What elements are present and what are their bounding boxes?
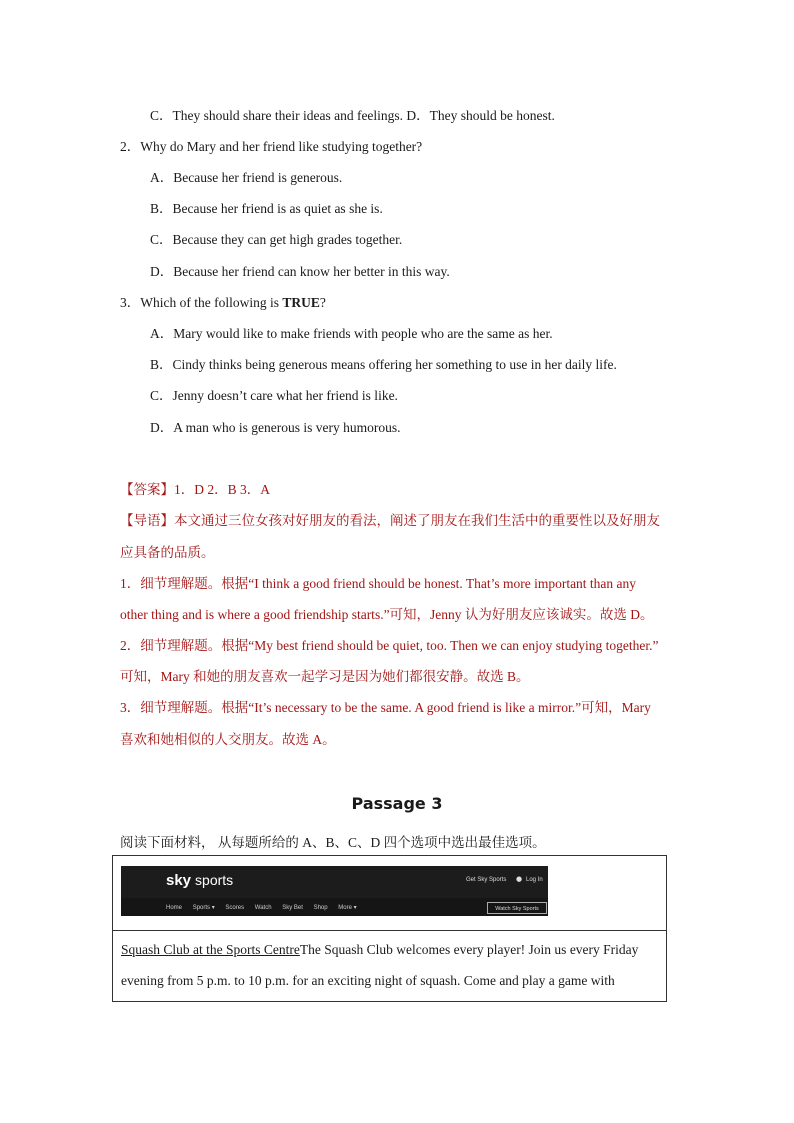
nav-home: Home [166, 905, 183, 911]
explanation-1b: other thing and is where a good friendship starts.”可知，Jenny 认为好朋友应该诚实。故选 D。 [120, 607, 654, 622]
q1-options-cd: C．They should share their ideas and feelings. D．They should be honest. [150, 108, 555, 123]
article-line-1 [121, 942, 638, 958]
article-heading: Squash Club at the Sports Centre [121, 942, 300, 957]
explanation-2a: 2．细节理解题。根据“My best friend should be quiet, too. Then we can enjoy studying together.” [120, 638, 659, 653]
explanation-3a: 3．细节理解题。根据“It’s necessary to be the same. A good friend is like a mirror.”可知，Mary [120, 700, 651, 715]
q3-option-c: C．Jenny doesn’t care what her friend is like. [150, 388, 398, 403]
nav-sky-bet: Sky Bet [282, 905, 303, 911]
sky-logo-bold: sky [166, 872, 192, 889]
watch-sky-sports-button: Watch Sky Sports [487, 902, 547, 914]
q2-option-a: A．Because her friend is generous. [150, 170, 343, 185]
article-text-1: The Squash Club welcomes every player! Join us every Friday [299, 942, 639, 957]
q3-stem-prefix: 3．Which of the following is [120, 295, 283, 310]
explanation-2b: 可知，Mary 和她的朋友喜欢一起学习是因为她们都很安静。故选 B。 [120, 669, 530, 684]
instruction: 阅读下面材料， 从每题所给的 A、B、C、D 四个选项中选出最佳选项。 [120, 835, 546, 850]
q2-stem: 2．Why do Mary and her friend like studying together? [120, 139, 423, 154]
sky-nav [166, 904, 366, 911]
q3-stem [120, 291, 326, 311]
q2-option-b: B．Because her friend is as quiet as she is. [150, 201, 383, 216]
guide-line-1: 【导语】本文通过三位女孩对好朋友的看法，阐述了朋友在我们生活中的重要性以及好朋友 [120, 513, 660, 528]
q3-stem-bold: TRUE [282, 295, 320, 310]
answer-line: 【答案】1．D 2．B 3．A [120, 482, 271, 497]
nav-sports: Sports ▾ [192, 905, 215, 911]
nav-shop: Shop [313, 905, 328, 911]
box-divider [113, 930, 666, 931]
sky-sports-logo [166, 872, 233, 889]
q3-option-b: B．Cindy thinks being generous means offering her something to use in her daily life. [150, 357, 617, 372]
sky-sports-banner [121, 866, 548, 916]
explanation-1a: 1．细节理解题。根据“I think a good friend should be honest. That’s more important than any [120, 576, 637, 591]
sky-logo-text: sports [195, 872, 234, 888]
q3-stem-suffix: ? [319, 295, 326, 310]
q2-option-d: D．Because her friend can know her better in this way. [150, 264, 450, 279]
passage-title: Passage 3 [351, 794, 443, 813]
q3-option-a: A．Mary would like to make friends with people who are the same as her. [150, 326, 553, 341]
nav-scores: Scores [225, 905, 245, 911]
guide-line-2: 应具备的品质。 [120, 545, 215, 560]
nav-watch: Watch [254, 905, 272, 911]
article-line-2: evening from 5 p.m. to 10 p.m. for an exciting night of squash. Come and play a game with [121, 973, 615, 988]
login-link: Log In [526, 877, 543, 883]
user-icon: ● [516, 875, 523, 883]
q3-option-d: D．A man who is generous is very humorous. [150, 420, 401, 435]
nav-more: More ▾ [338, 905, 357, 911]
passage-box [112, 855, 667, 1002]
get-sky-sports-link: Get Sky Sports [466, 877, 507, 883]
explanation-3b: 喜欢和她相似的人交朋友。故选 A。 [120, 732, 336, 747]
q2-option-c: C．Because they can get high grades together. [150, 232, 403, 247]
